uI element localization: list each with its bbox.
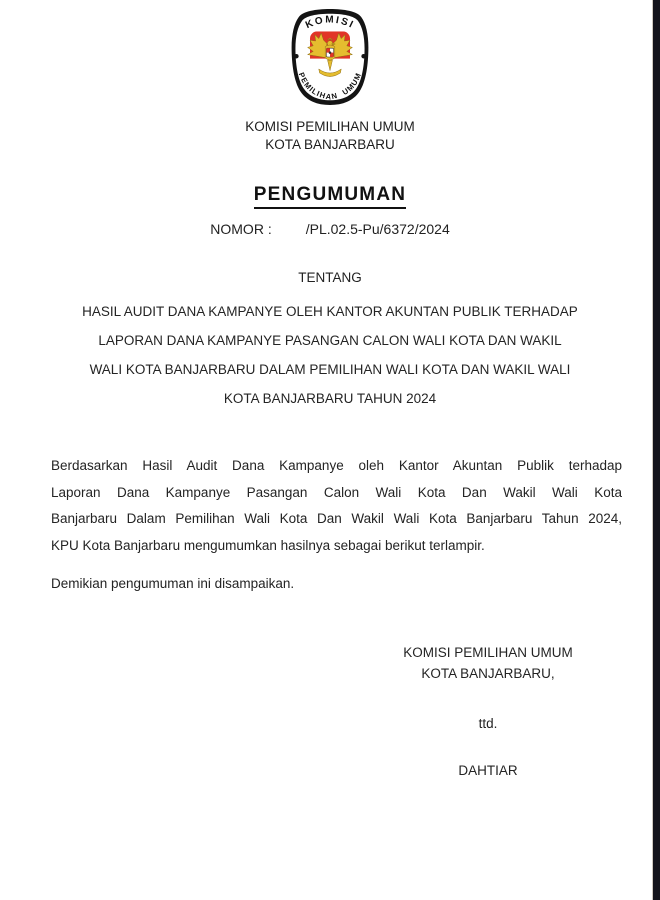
org-name-line1: KOMISI PEMILIHAN UMUM [245, 119, 415, 134]
paragraph-line: Laporan Dana Kampanye Pasangan Calon Wali Kota Dan Wakil Wali Kota [51, 484, 622, 500]
logo-bottom-text: PEMILIHAN UMUM [296, 71, 364, 102]
page-title: PENGUMUMAN [254, 184, 406, 209]
signature-block [380, 642, 596, 781]
signed-label: ttd. [478, 715, 498, 731]
document-number-value: /PL.02.5-Pu/6372/2024 [305, 221, 450, 237]
paragraph-line: KPU Kota Banjarbaru mengumumkan hasilnya sebagai berikut terlampir. [51, 537, 485, 553]
signature-org-line1: KOMISI PEMILIHAN UMUM [403, 644, 573, 660]
garuda-shield-icon [326, 48, 333, 57]
logo-left-dot [294, 54, 298, 58]
closing-line: Demikian pengumuman ini disampaikan. [51, 576, 295, 591]
signature-org-line2: KOTA BANJARBARU, [421, 665, 555, 681]
signatory-name: DAHTIAR [458, 762, 518, 778]
logo-container [0, 0, 660, 111]
logo-top-text: KOMISI [304, 14, 357, 32]
paragraph-line: Berdasarkan Hasil Audit Dana Kampanye oleh Kantor Akuntan Publik terhadap [51, 458, 622, 473]
scan-edge-bar [652, 0, 660, 900]
logo-right-dot [361, 54, 365, 58]
paragraph-line: Banjarbaru Dalam Pemilihan Wali Kota Dan Wakil Wali Kota Banjarbaru Tahun 2024, [51, 511, 622, 526]
subject-line: KOTA BANJARBARU TAHUN 2024 [223, 391, 437, 406]
subject-line: WALI KOTA BANJARBARU DALAM PEMILIHAN WALI KOTA DAN WAKIL WALI [89, 362, 571, 377]
document-number-label: NOMOR : [210, 221, 272, 237]
document-number-row [0, 220, 660, 238]
kpu-logo-icon [290, 8, 370, 106]
subject-line: HASIL AUDIT DANA KAMPANYE OLEH KANTOR AKUNTAN PUBLIK TERHADAP [82, 304, 578, 319]
document-subject [40, 297, 620, 413]
org-name-line2: KOTA BANJARBARU [265, 137, 395, 152]
subject-line: LAPORAN DANA KAMPANYE PASANGAN CALON WALI KOTA DAN WAKIL [98, 333, 562, 348]
about-label: TENTANG [298, 270, 362, 285]
org-name [0, 118, 660, 154]
body-paragraph [51, 453, 622, 559]
